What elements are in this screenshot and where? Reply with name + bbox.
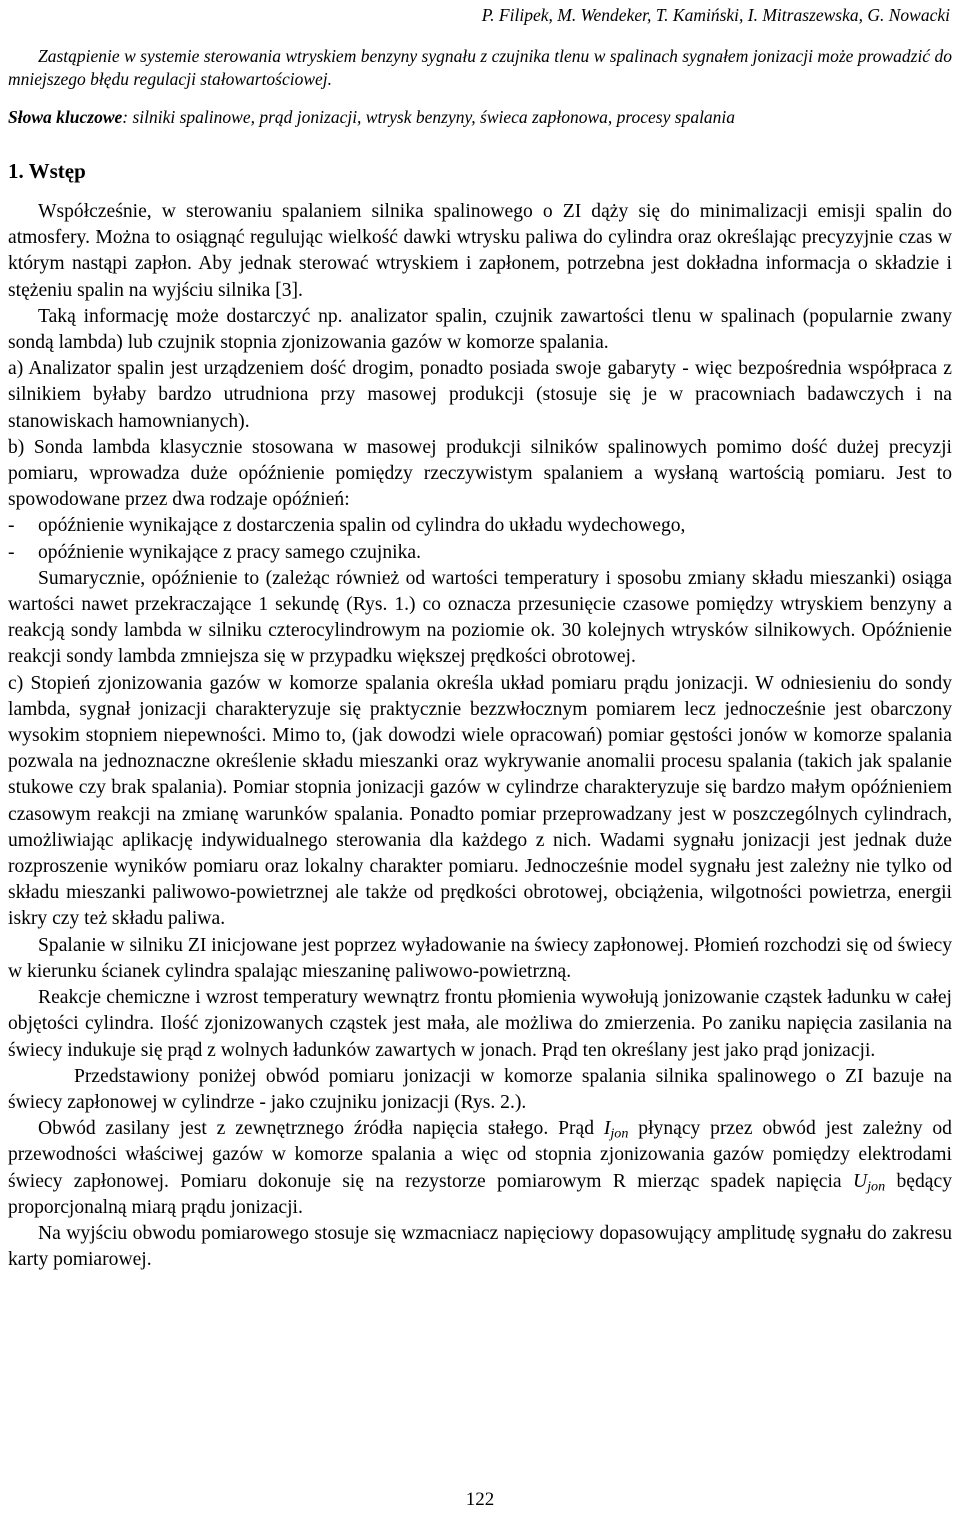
keywords-text: : silniki spalinowe, prąd jonizacji, wtrysk benzyny, świeca zapłonowa, procesy spalania — [122, 107, 736, 127]
power-text-c: będący proporcjonalną miarą prądu jonizacji. — [8, 1170, 952, 1218]
list-dash: - — [8, 515, 15, 537]
list-dash: - — [8, 541, 15, 563]
paragraph-lambda: b) Sonda lambda klasycznie stosowana w masowej produkcji silników spalinowych pomimo dość dużej precyzji pomiaru, wprowadza duże opóźnienie pomiędzy rzeczywistym spalaniem a wysłaną wartością pomiaru. Jest to spowodowane przez dwa rodzaje opóźnień: — [8, 436, 952, 511]
list-item-text: opóźnienie wynikające z pracy samego czujnika. — [38, 541, 421, 563]
voltage-symbol: $U_{jon}$ — [852, 1170, 886, 1195]
paragraph-amplifier: Na wyjściu obwodu pomiarowego stosuje się wzmacniacz napięciowy dopasowujący amplitudę sygnału do zakresu karty pomiarowej. — [8, 1222, 952, 1271]
paragraph-circuit: Przedstawiony poniżej obwód pomiaru jonizacji w komorze spalania silnika spalinowego o ZI bazuje na świecy zapłonowej w cylindrze - jako czujniku jonizacji (Rys. 2.). — [8, 1065, 952, 1113]
power-text-a: Obwód zasilany jest z zewnętrznego źródła napięcia stałego. Prąd — [38, 1118, 604, 1140]
page-number: 122 — [465, 1489, 495, 1510]
list-item — [8, 513, 952, 539]
abstract-text: Zastąpienie w systemie sterowania wtryskiem benzyny sygnału z czujnika tlenu w spalinach sygnałem jonizacji może prowadzić do mniejszego błędu regulacji stałowartościowej. — [8, 46, 952, 89]
paragraph-reactions: Reakcje chemiczne i wzrost temperatury wewnątrz frontu płomienia wywołują jonizowanie cząstek ładunku w całej objętości cylindra. Ilość zjonizowanych cząstek jest mała, ale możliwa do zmierzenia. Po zaniku napięcia zasilania na świecy indukuje się prąd z wolnych ładunków zawartych w jonach. Prąd ten określany jest jako prąd jonizacji. — [8, 987, 952, 1061]
list-item — [8, 540, 952, 566]
power-text-b: płynący przez obwód jest zależny od przewodności właściwej gazów w komorze spalania a więc od stopnia zjonizowania gazów pomiędzy elektrodami świecy zapłonowej. Pomiaru dokonuje się na rezystorze pomiarowym R mierząc spadek napięcia — [8, 1118, 952, 1192]
section-title: 1. Wstęp — [8, 159, 86, 183]
paragraph-ionization: c) Stopień zjonizowania gazów w komorze spalania określa układ pomiaru prądu jonizacji. W odniesieniu do sondy lambda, sygnał jonizacji charakteryzuje się praktycznie bezzwłocznym pomiarem lecz jednocześnie jest obarczony wysokim stopniem niepewności. Mimo to, (jak dowodzi wiele opracowań) pomiar gęstości jonów w komorze spalania pozwala na jednoznaczne określenie składu mieszanki oraz wykrywanie anomalii procesu spalania (takich jak spalanie stukowe czy brak spalania). Pomiar stopnia jonizacji gazów w cylindrze charakteryzuje się bardzo małym opóźnieniem czasowym reakcji na zmianę warunków spalania. Ponadto pomiar przeprowadzany jest w poszczególnych cylindrach, umożliwiając aplikację indywidualnego sterowania dla każdego z nich. Wadami sygnału jonizacji jest jednak duże rozproszenie wyników pomiaru oraz lokalny charakter pomiaru. Jednocześnie model sygnału jest zależny nie tylko od składu mieszanki paliwowo-powietrznej ale także od prędkości obrotowej, obciążenia, wilgotności powietrza, energii iskry czy też składu paliwa. — [8, 672, 952, 930]
paragraph-summary: Sumarycznie, opóźnienie to (zależąc również od wartości temperatury i sposobu zmiany składu mieszanki) osiąga wartości nawet przekraczające 1 sekundę (Rys. 1.) co oznacza przesunięcie czasowe pomiędzy wtryskiem benzyny a reakcją sondy lambda w silniku czterocylindrowym na poziomie ok. 30 kolejnych wtrysków silnikowych. Opóźnienie reakcji sondy lambda zmniejsza się w przypadku większej prędkości obrotowej. — [8, 567, 952, 668]
paragraph-combustion: Spalanie w silniku ZI inicjowane jest poprzez wyładowanie na świecy zapłonowej. Płomień rozchodzi się od świecy w kierunku ścianek cylindra spalając mieszaninę paliwowo-powietrzną. — [8, 934, 952, 982]
keywords-line — [8, 106, 952, 128]
list-item-text: opóźnienie wynikające z dostarczenia spalin od cylindra do układu wydechowego, — [38, 515, 686, 537]
paragraph-power — [8, 1116, 952, 1221]
paragraph-intro: Współcześnie, w sterowaniu spalaniem silnika spalinowego o ZI dąży się do minimalizacji emisji spalin do atmosfery. Można to osiągnąć regulując wielkość dawki wtrysku paliwa do cylindra oraz określając precyzyjnie czas w którym nastąpi zapłon. Aby jednak sterować wtryskiem i zapłonem, potrzebna jest dokładna informacja o składzie i stężeniu spalin na wyjściu silnika [3]. — [8, 201, 952, 301]
keywords-label: Słowa kluczowe — [8, 107, 123, 127]
current-symbol: $I_{jon}$ — [603, 1118, 629, 1142]
running-header-authors: P. Filipek, M. Wendeker, T. Kamiński, I. Mitraszewska, G. Nowacki — [481, 5, 950, 25]
body-text — [8, 199, 952, 1273]
paragraph-analyzer: a) Analizator spalin jest urządzeniem dość drogim, ponadto posiada swoje gabaryty - więc bezpośrednia współpraca z silnikiem byłaby bardzo utrudniona przy masowej produkcji (stosuje się je w pracowniach badawczych i na stanowiskach hamownianych). — [8, 358, 952, 432]
paragraph-sources: Taką informację może dostarczyć np. analizator spalin, czujnik zawartości tlenu w spalinach (popularnie zwany sondą lambda) lub czujnik stopnia zjonizowania gazów w komorze spalania. — [8, 305, 952, 354]
